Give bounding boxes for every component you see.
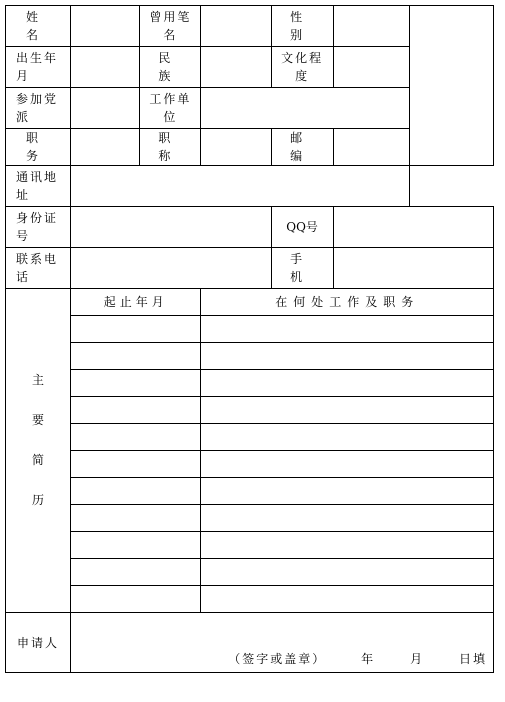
sign-note: （签字或盖章） [228,652,327,666]
resume-period-cell[interactable] [71,505,201,532]
resume-row [6,343,494,370]
work-unit-field[interactable] [201,88,409,129]
resume-work-cell[interactable] [201,343,494,370]
resume-row [6,478,494,505]
row-address [6,166,494,207]
resume-work-cell[interactable] [201,397,494,424]
resume-period-cell[interactable] [71,343,201,370]
qq-label: QQ号 [271,207,333,248]
postcode-field[interactable] [333,129,409,166]
position-label: 职 务 [6,129,71,166]
resume-row [6,370,494,397]
mobile-label: 手 机 [271,248,333,289]
resume-side-char: 历 [32,492,45,507]
ethnicity-label: 民 族 [140,47,201,88]
resume-side-char: 简 [32,452,45,467]
birth-field[interactable] [71,47,140,88]
resume-period-cell[interactable] [71,559,201,586]
qq-field[interactable] [333,207,493,248]
resume-row [6,316,494,343]
resume-work-cell[interactable] [201,316,494,343]
year-label: 年 [361,652,376,666]
resume-work-cell[interactable] [201,478,494,505]
resume-row [6,532,494,559]
resume-row [6,451,494,478]
applicant-label: 申请人 [6,613,71,673]
resume-period-cell[interactable] [71,397,201,424]
gender-label: 性 别 [271,6,333,47]
resume-col-period: 起止年月 [71,289,201,316]
title-field[interactable] [201,129,271,166]
resume-period-cell[interactable] [71,370,201,397]
resume-row [6,424,494,451]
resume-side-label [6,289,71,613]
name-label: 姓 名 [6,6,71,47]
resume-work-cell[interactable] [201,532,494,559]
work-unit-label: 工作单位 [140,88,201,129]
signature-line [228,650,487,668]
resume-row [6,586,494,613]
gender-field[interactable] [333,6,409,47]
resume-work-cell[interactable] [201,559,494,586]
resume-row [6,397,494,424]
education-label: 文化程度 [271,47,333,88]
resume-work-cell[interactable] [201,586,494,613]
address-label: 通讯地址 [6,166,71,207]
address-field[interactable] [71,166,410,207]
position-field[interactable] [71,129,140,166]
resume-period-cell[interactable] [71,478,201,505]
education-field[interactable] [333,47,409,88]
id-label: 身份证号 [6,207,71,248]
resume-side-char: 主 [32,372,45,387]
resume-col-work: 在何处工作及职务 [201,289,494,316]
resume-period-cell[interactable] [71,586,201,613]
resume-period-cell[interactable] [71,451,201,478]
applicant-signature-area[interactable] [71,613,494,673]
resume-period-cell[interactable] [71,316,201,343]
former-name-label: 曾用笔名 [140,6,201,47]
resume-period-cell[interactable] [71,424,201,451]
resume-work-cell[interactable] [201,424,494,451]
resume-work-cell[interactable] [201,370,494,397]
resume-work-cell[interactable] [201,451,494,478]
postcode-label: 邮 编 [271,129,333,166]
resume-header-row [6,289,494,316]
month-label: 月 [410,652,425,666]
address-blank [409,166,493,207]
resume-row [6,559,494,586]
applicant-row [6,613,494,673]
application-form-table [5,5,494,673]
resume-side-char: 要 [32,412,45,427]
row-phone [6,248,494,289]
id-field[interactable] [71,207,271,248]
ethnicity-field[interactable] [201,47,271,88]
day-fill-label: 日填 [458,652,487,666]
title-label: 职 称 [140,129,201,166]
former-name-field[interactable] [201,6,271,47]
phone-label: 联系电话 [6,248,71,289]
phone-field[interactable] [71,248,271,289]
photo-box[interactable] [409,6,493,166]
resume-period-cell[interactable] [71,532,201,559]
name-field[interactable] [71,6,140,47]
resume-row [6,505,494,532]
row-name [6,6,494,47]
birth-label: 出生年月 [6,47,71,88]
party-label: 参加党派 [6,88,71,129]
mobile-field[interactable] [333,248,493,289]
resume-work-cell[interactable] [201,505,494,532]
party-field[interactable] [71,88,140,129]
row-id [6,207,494,248]
